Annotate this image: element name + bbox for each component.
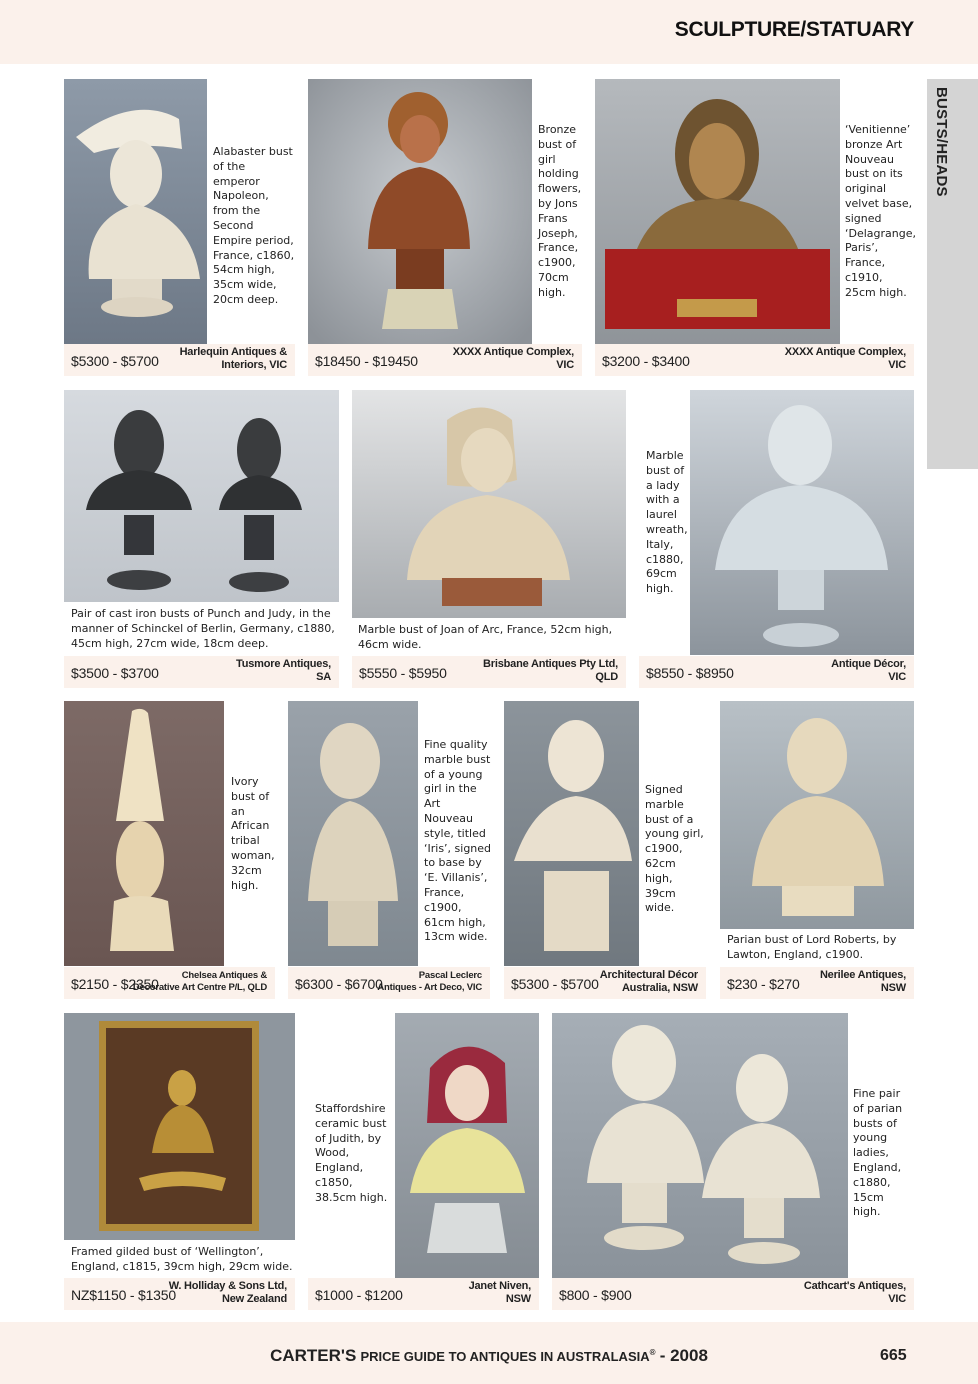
napoleon-bust-photo xyxy=(64,79,207,344)
item-price: $3200 - $3400 xyxy=(602,353,690,369)
dealer-name: Pascal Leclerc Antiques - Art Deco, VIC xyxy=(377,970,482,993)
price-bar xyxy=(552,1278,914,1310)
dealer-name: Cathcart's Antiques, VIC xyxy=(803,1280,906,1305)
footer-year: - 2008 xyxy=(659,1346,708,1365)
price-bar xyxy=(504,967,706,999)
price-bar xyxy=(639,656,914,688)
item-description: Staffordshire ceramic bust of Judith, by Wood, England, c1850, 38.5cm high. xyxy=(315,1102,388,1204)
venitienne-bust-photo xyxy=(595,79,840,344)
item-description: Fine quality marble bust of a young girl in the Art Nouveau style, titled ‘Iris’, signed to base by ‘E. Villanis’, France, c1900, 61cm high, 13cm wide. xyxy=(424,738,492,944)
item-description: Pair of cast iron busts of Punch and Judy, in the manner of Schinckel of Berlin, Germany, c1880, 45cm high, 27cm wide, 18cm deep. xyxy=(71,607,335,650)
ivory-bust-photo xyxy=(64,701,224,966)
joan-of-arc-photo xyxy=(352,390,626,618)
price-bar xyxy=(64,1278,295,1310)
item-description: Parian bust of Lord Roberts, by Lawton, England, c1900. xyxy=(727,933,897,961)
item-price: NZ$1150 - $1350 xyxy=(71,1287,176,1303)
item-price: $2150 - $2350 xyxy=(71,976,159,992)
judith-bust-photo xyxy=(395,1013,539,1278)
dealer-name: XXXX Antique Complex, VIC xyxy=(452,346,574,371)
price-bar xyxy=(308,344,582,376)
price-bar xyxy=(308,1278,539,1310)
dealer-name: XXXX Antique Complex, VIC xyxy=(784,346,906,371)
section-title: SCULPTURE/STATUARY xyxy=(674,18,914,41)
item-price: $5300 - $5700 xyxy=(71,353,159,369)
signed-girl-photo xyxy=(504,701,639,966)
dealer-name: Antique Décor, VIC xyxy=(831,658,906,683)
dealer-name: Nerilee Antiques, NSW xyxy=(819,969,906,994)
page-number: 665 xyxy=(880,1347,907,1364)
wellington-framed-photo xyxy=(64,1013,295,1240)
laurel-lady-photo xyxy=(690,390,914,655)
item-description: ‘Venitienne’ bronze Art Nouveau bust on its original velvet base, signed ‘Delagrange, Paris’, France, c1910, 25cm high. xyxy=(845,123,916,299)
side-tab xyxy=(927,79,978,469)
item-price: $5550 - $5950 xyxy=(359,665,447,681)
dealer-name: Chelsea Antiques & Decorative Art Centre P/L, QLD xyxy=(132,970,267,993)
item-description: Fine pair of parian busts of young ladies, England, c1880, 15cm high. xyxy=(853,1087,903,1219)
item-price: $3500 - $3700 xyxy=(71,665,159,681)
item-price: $18450 - $19450 xyxy=(315,353,418,369)
dealer-name: Harlequin Antiques & Interiors, VIC xyxy=(179,346,287,371)
dealer-name: Janet Niven, NSW xyxy=(468,1280,531,1305)
item-description: Ivory bust of an African tribal woman, 32cm high. xyxy=(231,775,275,892)
lord-roberts-photo xyxy=(720,701,914,929)
dealer-name: Architectural Décor Australia, NSW xyxy=(599,969,698,994)
item-description: Signed marble bust of a young girl, c1900, 62cm high, 39cm wide. xyxy=(645,783,704,915)
dealer-name: W. Holliday & Sons Ltd, New Zealand xyxy=(168,1280,287,1305)
price-bar xyxy=(595,344,914,376)
price-bar xyxy=(64,967,275,999)
footer-brand: CARTER'S xyxy=(270,1346,357,1365)
price-bar xyxy=(64,656,339,688)
item-description: Alabaster bust of the emperor Napoleon, from the Second Empire period, France, c1860, 54cm high, 35cm wide, 20cm deep. xyxy=(213,145,295,306)
dealer-name: Tusmore Antiques, SA xyxy=(236,658,331,683)
item-description: Framed gilded bust of ‘Wellington’, England, c1815, 39cm high, 29cm wide. xyxy=(71,1245,293,1273)
item-description: Bronze bust of girl holding flowers, by Jons Frans Joseph, France, c1900, 70cm high. xyxy=(538,123,582,299)
price-bar xyxy=(288,967,490,999)
item-price: $1000 - $1200 xyxy=(315,1287,403,1303)
punch-judy-photo xyxy=(64,390,339,602)
parian-pair-photo xyxy=(552,1013,848,1278)
bronze-girl-photo xyxy=(308,79,532,344)
dealer-name: Brisbane Antiques Pty Ltd, QLD xyxy=(483,658,618,683)
price-bar xyxy=(352,656,626,688)
item-price: $230 - $270 xyxy=(727,976,800,992)
side-tab-label: BUSTS/HEADS xyxy=(933,87,950,197)
item-price: $5300 - $5700 xyxy=(511,976,599,992)
footer-title xyxy=(0,1346,978,1366)
footer-reg-mark: ® xyxy=(649,1348,656,1357)
item-description: Marble bust of a lady with a laurel wreath, Italy, c1880, 69cm high. xyxy=(646,449,688,596)
item-price: $800 - $900 xyxy=(559,1287,632,1303)
item-price: $6300 - $6700 xyxy=(295,976,383,992)
item-price: $8550 - $8950 xyxy=(646,665,734,681)
iris-bust-photo xyxy=(288,701,418,966)
price-bar xyxy=(64,344,295,376)
price-bar xyxy=(720,967,914,999)
item-description: Marble bust of Joan of Arc, France, 52cm high, 46cm wide. xyxy=(358,623,613,651)
footer-middle: PRICE GUIDE TO ANTIQUES IN AUSTRALASIA xyxy=(360,1349,650,1364)
